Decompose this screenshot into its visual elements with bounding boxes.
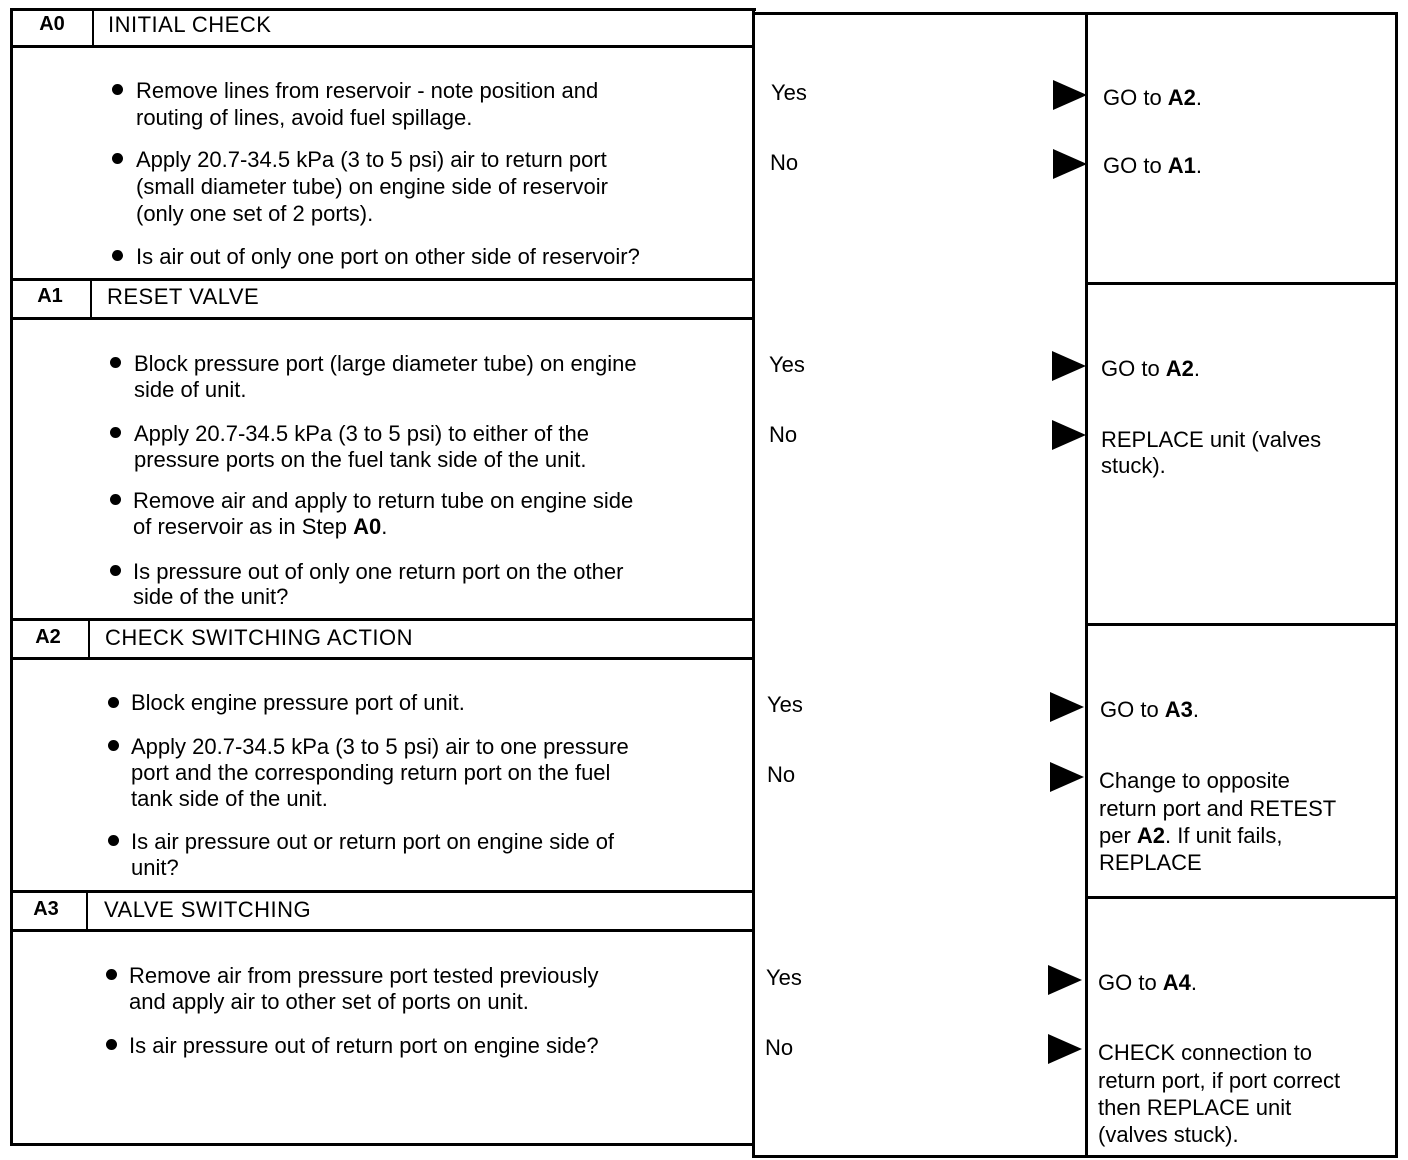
question-line: Is air pressure out of return port on engine side? [129,1033,599,1058]
no-action: stuck). [1101,453,1166,478]
no-label: No [767,762,796,787]
yes-action: GO to A2. [1101,356,1201,381]
no-action: then REPLACE unit [1098,1095,1292,1120]
instruction-line: routing of lines, avoid fuel spillage. [136,105,473,130]
step-code: A0 [39,13,65,35]
arrow-right-icon [1052,420,1086,450]
no-action: Change to opposite [1099,768,1290,793]
no-label: No [765,1035,794,1060]
arrow-right-icon [1052,351,1086,381]
arrow-right-icon [1048,1034,1082,1064]
question-line: Is air pressure out or return port on engine side of [131,829,615,854]
no-action: REPLACE unit (valves [1101,427,1322,452]
bullet-icon [106,1039,117,1050]
arrow-right-icon [1053,80,1087,110]
question-line: side of the unit? [133,584,289,609]
bullet-icon [110,494,121,505]
instruction-line: Block pressure port (large diameter tube) on engine [134,351,637,376]
bullet-icon [110,427,121,438]
instruction-line: Apply 20.7-34.5 kPa (3 to 5 psi) to either of the [134,421,589,446]
bullet-icon [106,969,117,980]
instruction-line: port and the corresponding return port on the fuel [131,760,611,785]
step-title: VALVE SWITCHING [104,897,312,922]
instruction-line: (only one set of 2 ports). [136,201,374,226]
no-action: per A2. If unit fails, [1099,823,1283,848]
question-line: Is air out of only one port on other side of reservoir? [136,244,640,269]
step-code: A3 [33,898,59,920]
yes-label: Yes [767,692,803,717]
yes-label: Yes [771,80,807,105]
yes-action: GO to A4. [1098,970,1198,995]
step-title: CHECK SWITCHING ACTION [105,625,414,650]
yes-action: GO to A2. [1103,85,1203,110]
no-label: No [769,422,798,447]
bullet-icon [108,835,119,846]
yes-label: Yes [766,965,802,990]
no-label: No [770,150,799,175]
instruction-line: Apply 20.7-34.5 kPa (3 to 5 psi) air to one pressure [131,734,629,759]
instruction-line: Remove air and apply to return tube on engine side [133,488,634,513]
yes-action: GO to A3. [1100,697,1200,722]
bullet-icon [112,250,123,261]
bullet-icon [110,357,121,368]
arrow-right-icon [1050,692,1084,722]
instruction-line: Remove lines from reservoir - note position and [136,78,599,103]
step-title: RESET VALVE [107,284,260,309]
instruction-line: (small diameter tube) on engine side of reservoir [136,174,609,199]
bullet-icon [108,697,119,708]
no-action: return port, if port correct [1098,1068,1341,1093]
instruction-line: Remove air from pressure port tested previously [129,963,599,988]
no-action: CHECK connection to [1098,1040,1312,1065]
step-code: A1 [37,285,63,307]
bullet-icon [108,740,119,751]
bullet-icon [112,153,123,164]
instruction-line: tank side of the unit. [131,786,328,811]
bullet-icon [110,565,121,576]
no-action: REPLACE [1099,850,1202,875]
no-action: (valves stuck). [1098,1122,1239,1147]
instruction-line: and apply air to other set of ports on unit. [129,989,529,1014]
bullet-icon [112,84,123,95]
no-action: return port and RETEST [1099,796,1337,821]
instruction-line: Block engine pressure port of unit. [131,690,465,715]
arrow-right-icon [1050,762,1084,792]
yes-label: Yes [769,352,805,377]
question-line: Is pressure out of only one return port on the other [133,559,624,584]
instruction-line: of reservoir as in Step A0. [133,514,388,539]
arrow-right-icon [1053,149,1087,179]
instruction-line: side of unit. [134,377,247,402]
instruction-line: Apply 20.7-34.5 kPa (3 to 5 psi) air to return port [136,147,607,172]
arrow-right-icon [1048,965,1082,995]
step-code: A2 [35,626,61,648]
no-action: GO to A1. [1103,153,1203,178]
question-line: unit? [131,855,179,880]
instruction-line: pressure ports on the fuel tank side of the unit. [134,447,587,472]
step-title: INITIAL CHECK [108,12,272,37]
